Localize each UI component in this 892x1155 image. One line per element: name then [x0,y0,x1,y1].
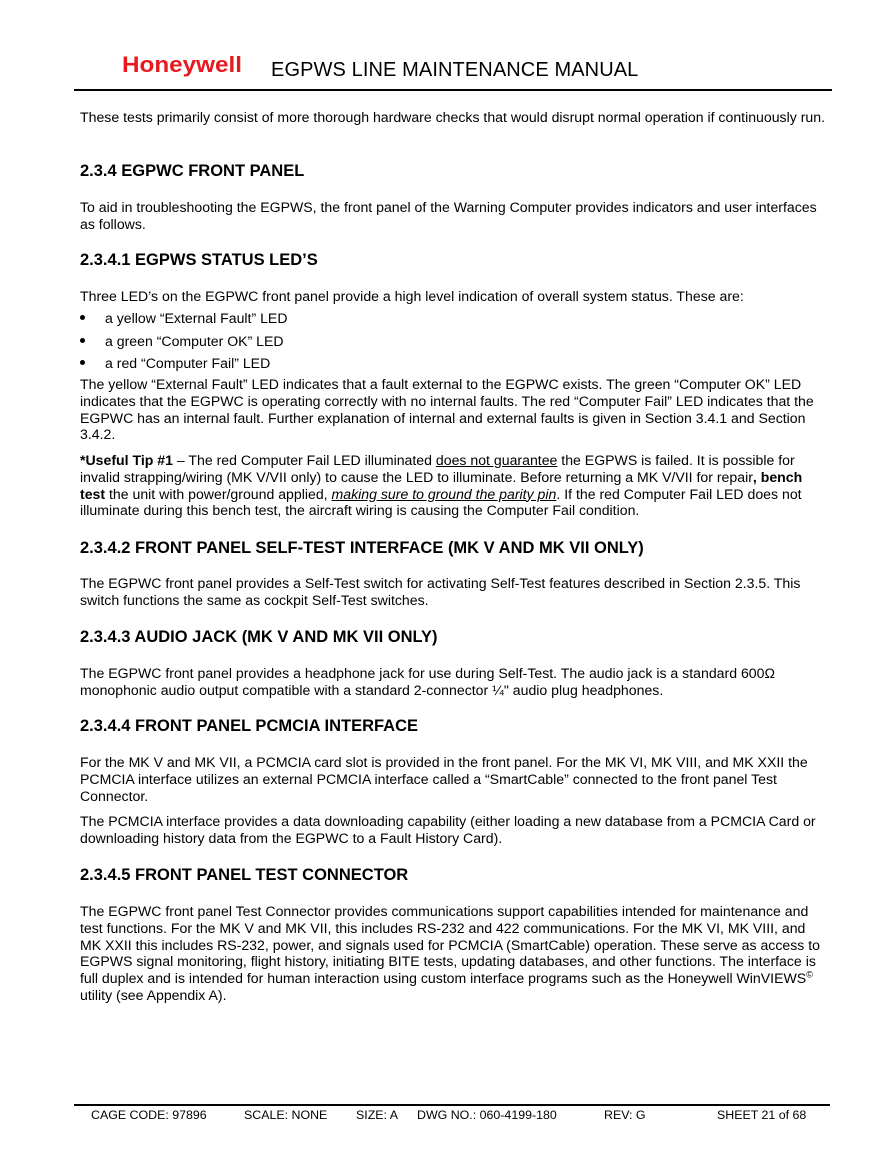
header-divider [74,89,832,91]
footer-scale: SCALE: NONE [244,1108,328,1122]
honeywell-logo [122,50,246,80]
section-heading-2-3-4-1: 2.3.4.1 EGPWS STATUS LED’S [80,251,318,269]
bullet-icon [80,315,85,320]
tip-emphasis-2: making sure to ground the parity pin [331,485,557,502]
section-heading-2-3-4: 2.3.4 EGPWC FRONT PANEL [80,162,305,180]
footer-drawing-number: DWG NO.: 060-4199-180 [417,1108,557,1122]
footer-divider [74,1104,830,1106]
section-2-3-4-2-text: The EGPWC front panel provides a Self-Test switch for activating Self-Test features described in Section 2.3.5. This switch functions the same as cockpit Self-Test switches. [80,575,801,608]
list-item: a green “Computer OK” LED [80,332,828,355]
led-lead-text: Three LED’s on the EGPWC front panel provide a high level indication of overall system status. These are: [80,288,744,304]
bullet-icon [80,360,85,365]
tip-label: *Useful Tip #1 [80,452,173,468]
section-2-3-4-3-text: The EGPWC front panel provides a headphone jack for use during Self-Test. The audio jack is a standard 600Ω monophonic audio output compatible with a standard 2-connector ¼" audio plug headphones. [80,665,775,698]
footer-revision: REV: G [604,1108,646,1122]
section-2-3-4-4-text-2: The PCMCIA interface provides a data downloading capability (either loading a new database from a PCMCIA Card or downloading history data from the EGPWC to a Fault History Card). [80,813,816,846]
section-heading-2-3-4-5: 2.3.4.5 FRONT PANEL TEST CONNECTOR [80,866,409,884]
section-heading-2-3-4-3: 2.3.4.3 AUDIO JACK (MK V AND MK VII ONLY) [80,628,438,646]
section-heading-2-3-4-2: 2.3.4.2 FRONT PANEL SELF-TEST INTERFACE (MK V AND MK VII ONLY) [80,539,644,557]
useful-tip-1: *Useful Tip #1 – The red Computer Fail LED illuminated does not guarantee the EGPWS is failed. It is possible for invalid strapping/wiring (MK V/VII only) to cause the LED to illuminate. Before returning a MK V/VII for repair, bench test the unit with power/ground applied, making sure to ground the parity pin. If the red Computer Fail LED does not illuminate during this bench test, the aircraft wiring is causing the Computer Fail condition. [80,452,803,519]
tip-bench-test: bench test [80,468,803,502]
list-item: a red “Computer Fail” LED [80,354,828,377]
document-title: EGPWS LINE MAINTENANCE MANUAL [271,59,639,81]
led-description: The yellow “External Fault” LED indicates that a fault external to the EGPWC exists. The green “Computer OK” LED indicates that the EGPWC is operating correctly with no internal faults. The red “Computer Fail” LED indicates that the EGPWC has an internal fault. Further explanation of internal and external faults is given in Section 3.4.1 and Section 3.4.2. [80,376,814,443]
footer-cage-code: CAGE CODE: 97896 [91,1108,207,1122]
intro-paragraph: These tests primarily consist of more thorough hardware checks that would disrupt normal operation if continuously run. [80,109,825,125]
logo-text: Honeywell [122,52,242,77]
footer-sheet: SHEET 21 of 68 [717,1108,807,1122]
copyright-mark: © [806,969,813,980]
tip-emphasis-1: does not guarantee [435,452,558,468]
list-item: a yellow “External Fault” LED [80,309,828,332]
footer-size: SIZE: A [356,1108,399,1122]
section-2-3-4-text: To aid in troubleshooting the EGPWS, the front panel of the Warning Computer provides indicators and user interfaces as follows. [80,199,817,232]
section-2-3-4-5-text: The EGPWC front panel Test Connector provides communications support capabilities intended for maintenance and test functions. For the MK V and MK VII, this includes RS-232 and 422 communications. For the MK VI, MK VIII, and MK XXII this includes RS-232, power, and signals used for PCMCIA (SmartCable) operation. These serve as access to EGPWS signal monitoring, flight history, initiating BITE tests, updating databases, and other functions. The interface is full duplex and is intended for human interaction using custom interface programs such as the Honeywell WinVIEWS© utility (see Appendix A). [80,903,821,1003]
bullet-icon [80,338,85,343]
section-heading-2-3-4-4: 2.3.4.4 FRONT PANEL PCMCIA INTERFACE [80,717,418,735]
section-2-3-4-4-text-1: For the MK V and MK VII, a PCMCIA card slot is provided in the front panel. For the MK VI, MK VIII, and MK XXII the PCMCIA interface utilizes an external PCMCIA interface called a “SmartCable” connected to the front panel Test Connector. [80,754,808,804]
led-list [80,309,828,377]
